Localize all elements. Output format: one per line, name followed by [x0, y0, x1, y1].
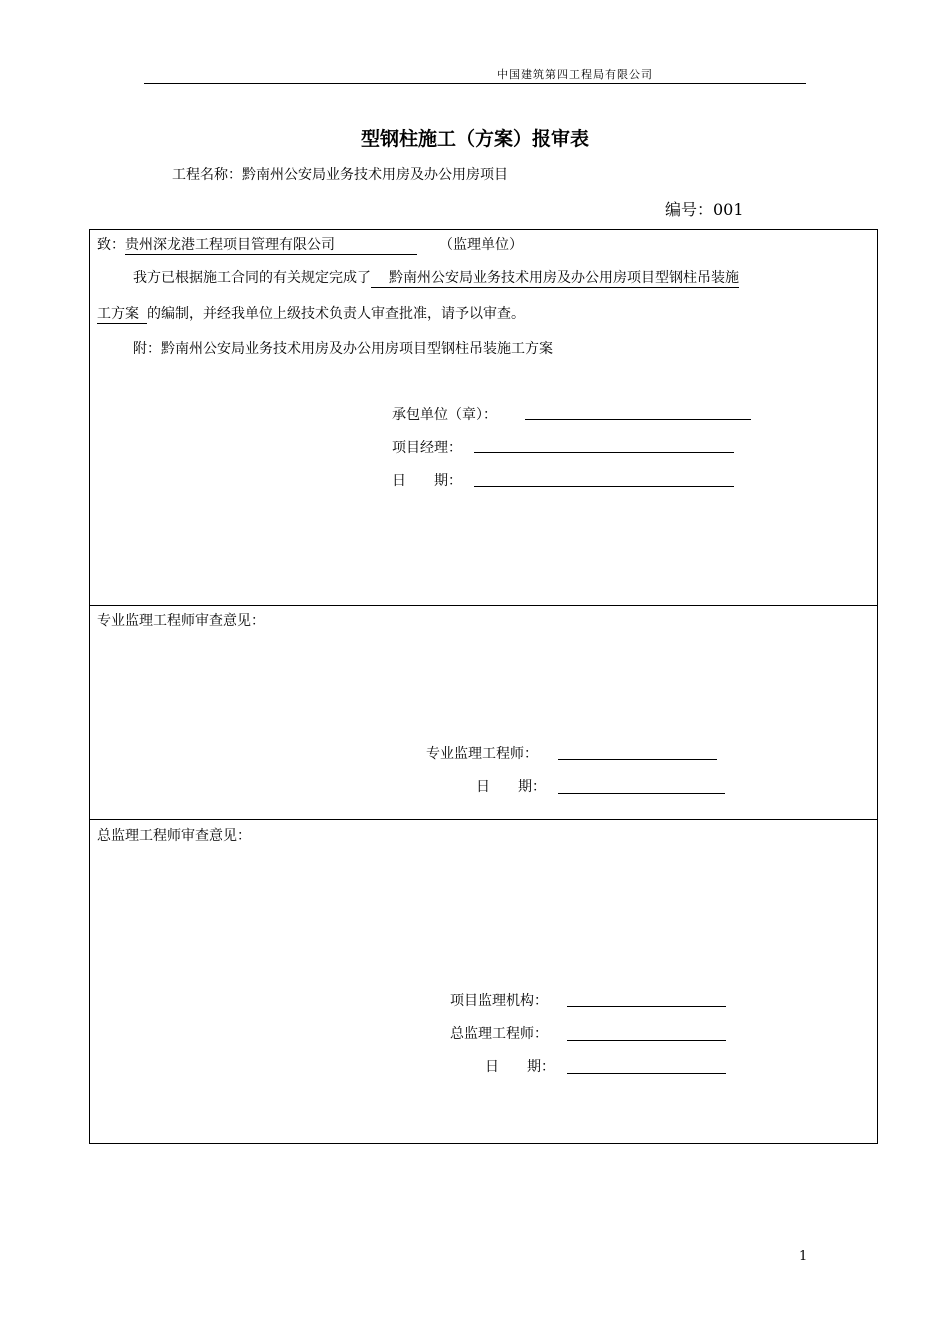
date-field-2[interactable] — [558, 793, 725, 794]
submission-line-1 — [133, 267, 739, 288]
plan-name-part-1: 黔南州公安局业务技术用房及办公用房项目型钢柱吊装施 — [371, 267, 739, 288]
date-label-3: 日 期： — [485, 1059, 555, 1075]
addressee-prefix: 致： — [97, 237, 125, 253]
specialist-engineer-label: 专业监理工程师： — [426, 746, 538, 762]
specialist-review-heading: 专业监理工程师审查意见： — [97, 613, 265, 629]
attachment-line: 附：黔南州公安局业务技术用房及办公用房项目型钢柱吊装施工方案 — [133, 341, 553, 357]
specialist-engineer-field[interactable] — [558, 759, 717, 760]
project-manager-field[interactable] — [474, 452, 734, 453]
date-field-1[interactable] — [474, 486, 734, 487]
supervision-org-label: 项目监理机构： — [450, 993, 548, 1009]
form-title: 型钢柱施工（方案）报审表 — [360, 128, 589, 150]
supervision-org-field[interactable] — [567, 1006, 726, 1007]
project-manager-label: 项目经理： — [392, 440, 462, 456]
chief-engineer-field[interactable] — [567, 1040, 726, 1041]
section-divider-1 — [89, 605, 878, 606]
chief-review-heading: 总监理工程师审查意见： — [97, 828, 251, 844]
section-divider-2 — [89, 819, 878, 820]
form-number: 编号：001 — [665, 200, 744, 219]
contractor-signature-field[interactable] — [525, 419, 751, 420]
date-label-2: 日 期： — [476, 779, 546, 795]
submission-line-2 — [97, 303, 525, 324]
addressee-unit: 贵州深龙港工程项目管理有限公司 — [125, 234, 417, 255]
header-rule — [144, 83, 806, 84]
company-header: 中国建筑第四工程局有限公司 — [497, 68, 653, 81]
date-label-1: 日 期： — [392, 473, 462, 489]
submission-suffix: 的编制，并经我单位上级技术负责人审查批准，请予以审查。 — [147, 306, 525, 322]
addressee-role: （监理单位） — [439, 237, 523, 253]
chief-engineer-label: 总监理工程师： — [450, 1026, 548, 1042]
plan-name-part-2: 工方案 — [97, 303, 147, 324]
contractor-label: 承包单位（章）： — [392, 407, 497, 423]
submission-prefix: 我方已根据施工合同的有关规定完成了 — [133, 270, 371, 286]
project-name: 工程名称：黔南州公安局业务技术用房及办公用房项目 — [172, 167, 508, 183]
date-field-3[interactable] — [567, 1073, 726, 1074]
addressee-line — [97, 234, 523, 255]
page-number: 1 — [799, 1249, 808, 1264]
